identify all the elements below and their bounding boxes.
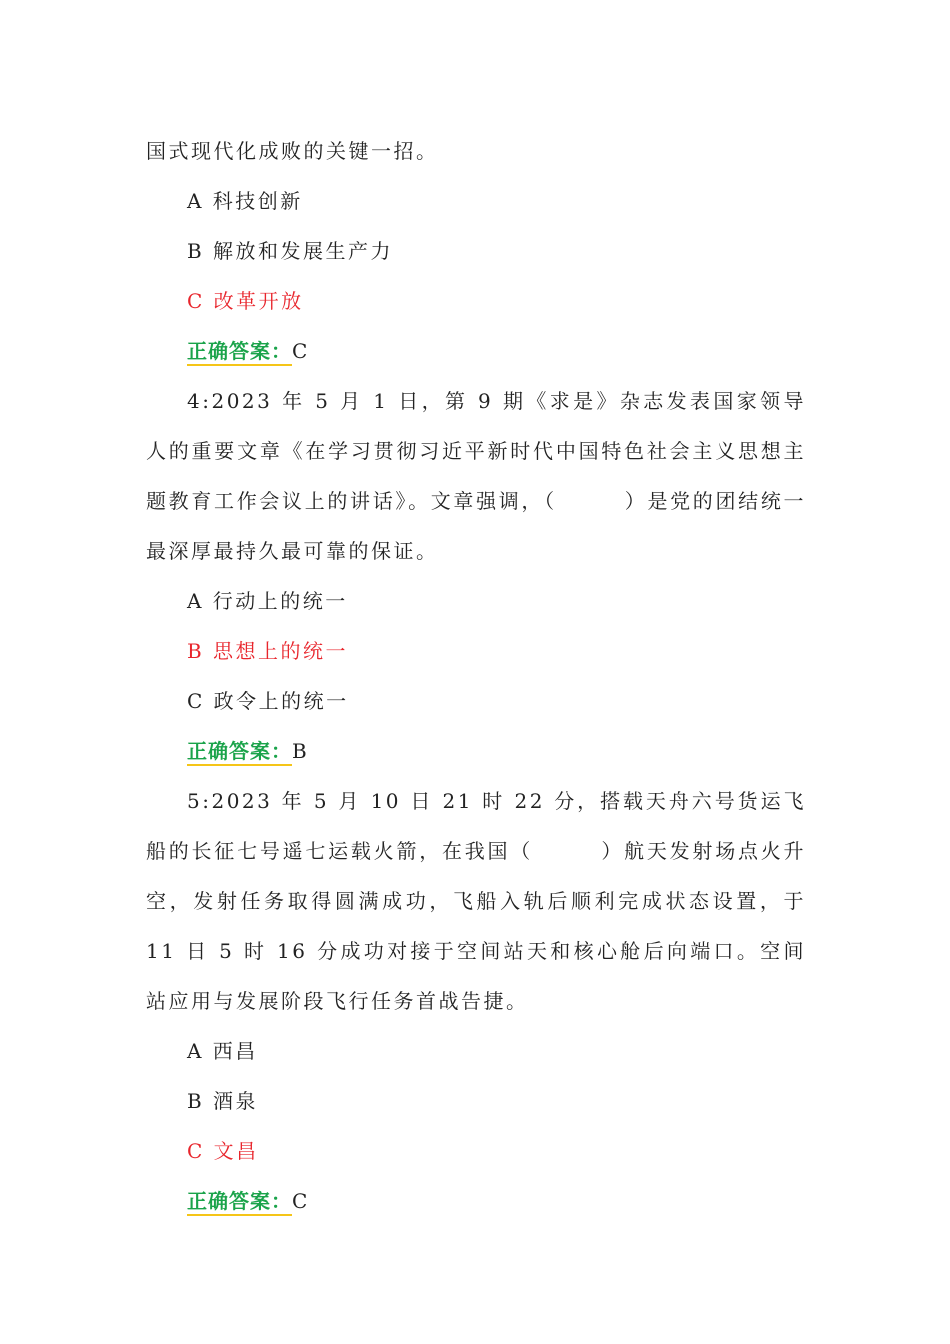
q4-question-text: 4:2023 年 5 月 1 日，第 9 期《求是》杂志发表国家领导人的重要文章《在学习贯彻习近平新时代中国特色社会主义思想主题教育工作会议上的讲话》。文章强调，（ ）是党的团结统一最深厚最持久最可靠的保证。 bbox=[146, 389, 806, 563]
q4-answer-value: B bbox=[292, 739, 310, 763]
q3-answer-value: C bbox=[292, 339, 310, 363]
q3-option-a: A 科技创新 bbox=[187, 189, 303, 213]
q5-answer-label: 正确答案： bbox=[187, 1189, 292, 1216]
q3-answer bbox=[146, 326, 806, 376]
q5-option-a: A 西昌 bbox=[187, 1039, 258, 1063]
q3-answer-label: 正确答案： bbox=[187, 339, 292, 366]
q5-option-c-correct: C 文昌 bbox=[187, 1139, 259, 1163]
q3-text-tail: 国式现代化成败的关键一招。 bbox=[146, 139, 439, 163]
q5-answer-value: C bbox=[292, 1189, 310, 1213]
q5-question-text: 5:2023 年 5 月 10 日 21 时 22 分，搭载天舟六号货运飞船的长征七号遥七运载火箭，在我国（ ）航天发射场点火升空，发射任务取得圆满成功，飞船入轨后顺利完成状态设置，于 11 日 5 时 16 分成功对接于空间站天和核心舱后向端口。空间站应用与发展阶段飞行任务首战告捷。 bbox=[146, 789, 806, 1013]
q4-option-b-correct: B 思想上的统一 bbox=[187, 639, 349, 663]
q3-option-c-correct: C 改革开放 bbox=[187, 289, 304, 313]
q5-option-b: B 酒泉 bbox=[187, 1089, 259, 1113]
q4-answer bbox=[146, 726, 806, 776]
q4-option-c: C 政令上的统一 bbox=[187, 689, 349, 713]
q3-option-b: B 解放和发展生产力 bbox=[187, 239, 394, 263]
q5-answer bbox=[146, 1176, 806, 1226]
q4-option-a: A 行动上的统一 bbox=[187, 589, 348, 613]
document-page bbox=[146, 126, 806, 1226]
q4-answer-label: 正确答案： bbox=[187, 739, 292, 766]
